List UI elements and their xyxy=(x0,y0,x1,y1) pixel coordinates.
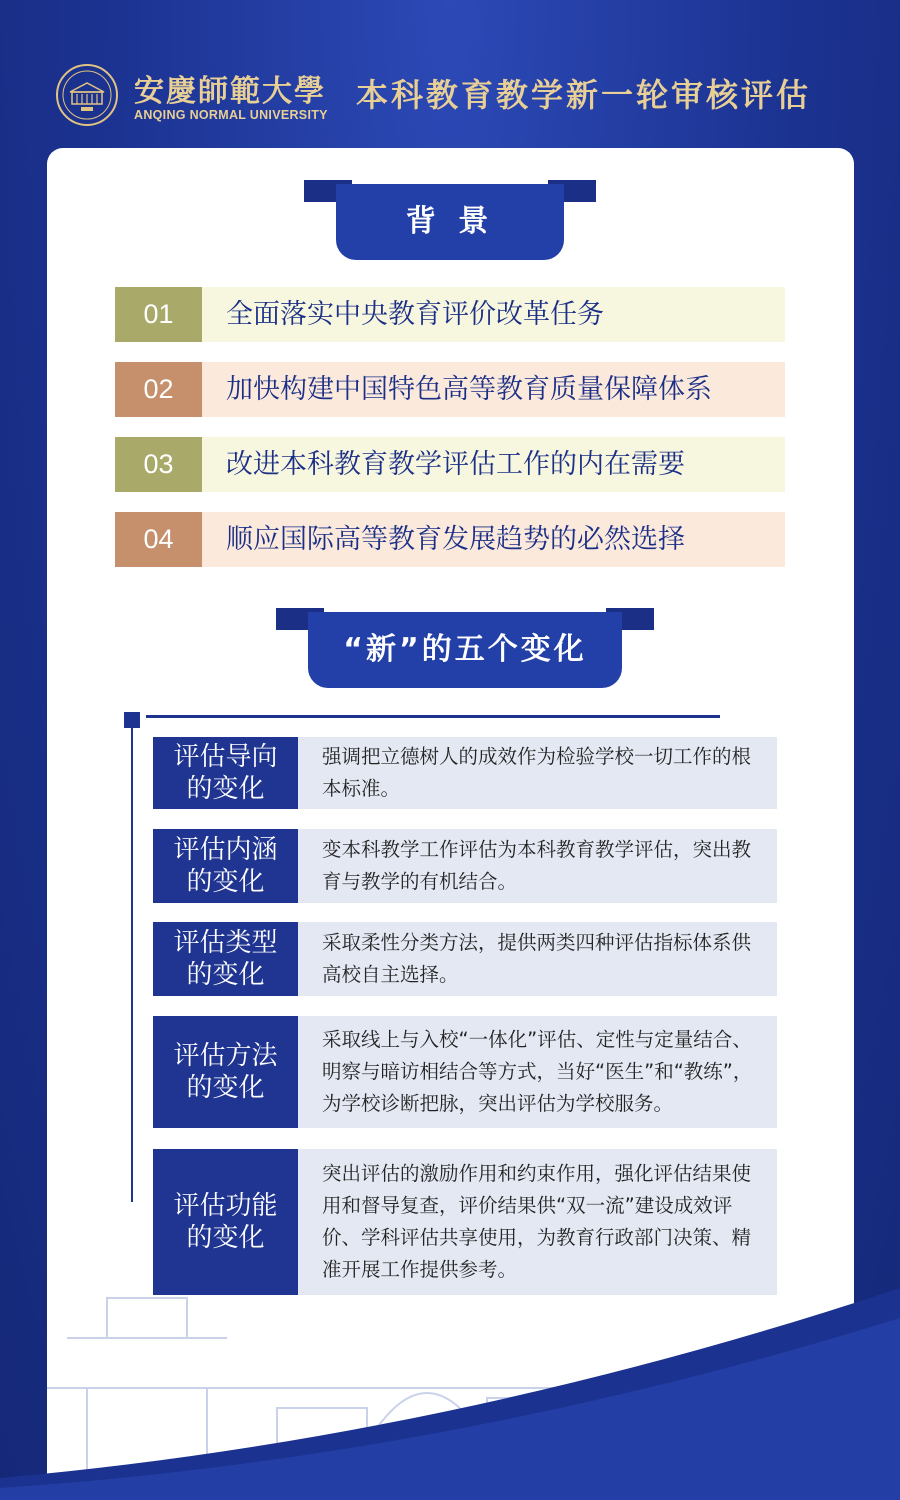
university-name-cn: 安慶師範大學 xyxy=(134,74,326,109)
change-label xyxy=(153,1016,298,1128)
item-number: 03 xyxy=(115,437,202,492)
university-seal-icon xyxy=(56,64,118,126)
change-description-text: 强调把立德树人的成效作为检验学校一切工作的根本标准。 xyxy=(322,745,752,800)
change-description xyxy=(298,829,777,903)
change-label xyxy=(153,737,298,809)
rail-vertical-line xyxy=(131,728,133,1202)
change-description-text: 采取线上与入校“一体化”评估、定性与定量结合、明察与暗访相结合等方式，当好“医生”和“教练”，为学校诊断把脉，突出评估为学校服务。 xyxy=(322,1028,753,1115)
change-description xyxy=(298,1149,777,1295)
change-item-5 xyxy=(153,1149,777,1295)
change-label-line2: 的变化 xyxy=(186,774,265,804)
change-label xyxy=(153,922,298,996)
university-name-en: ANQING NORMAL UNIVERSITY xyxy=(134,108,328,122)
change-description-text: 突出评估的激励作用和约束作用，强化评估结果使用和督导复查，评价结果供“双一流”建设成效评价、学科评估共享使用，为教育行政部门决策、精准开展工作提供参考。 xyxy=(322,1162,752,1281)
item-text: 改进本科教育教学评估工作的内在需要 xyxy=(202,437,785,492)
change-item-3 xyxy=(153,922,777,996)
header-title: 本科教育教学新一轮审核评估 xyxy=(356,76,812,114)
change-description-text: 采取柔性分类方法，提供两类四种评估指标体系供高校自主选择。 xyxy=(322,931,752,986)
change-label-line1: 评估方法 xyxy=(173,1041,278,1071)
section-title-background xyxy=(304,180,596,264)
item-text: 加快构建中国特色高等教育质量保障体系 xyxy=(202,362,785,417)
change-label xyxy=(153,829,298,903)
background-item-1 xyxy=(115,287,785,342)
item-text: 顺应国际高等教育发展趋势的必然选择 xyxy=(202,512,785,567)
change-label-line2: 的变化 xyxy=(186,960,265,990)
change-label-line2: 的变化 xyxy=(186,1073,265,1103)
change-label-line2: 的变化 xyxy=(186,867,265,897)
item-number: 02 xyxy=(115,362,202,417)
change-item-4 xyxy=(153,1016,777,1128)
change-item-2 xyxy=(153,829,777,903)
section-title-changes-text: “新”的五个变化 xyxy=(308,612,622,688)
change-label xyxy=(153,1149,298,1295)
change-description-text: 变本科教学工作评估为本科教育教学评估，突出教育与教学的有机结合。 xyxy=(322,838,752,893)
section-title-background-text: 背 景 xyxy=(336,184,564,260)
background-item-2 xyxy=(115,362,785,417)
background-item-4 xyxy=(115,512,785,567)
item-text: 全面落实中央教育评价改革任务 xyxy=(202,287,785,342)
change-label-line1: 评估类型 xyxy=(173,928,278,958)
item-number: 01 xyxy=(115,287,202,342)
change-label-line1: 评估内涵 xyxy=(173,835,278,865)
section-title-changes xyxy=(276,608,654,692)
change-description xyxy=(298,922,777,996)
item-number: 04 xyxy=(115,512,202,567)
change-label-line1: 评估导向 xyxy=(173,742,278,772)
change-label-line1: 评估功能 xyxy=(173,1191,278,1221)
change-label-line2: 的变化 xyxy=(186,1223,265,1253)
rail-marker xyxy=(124,712,140,728)
background-item-3 xyxy=(115,437,785,492)
page-header xyxy=(0,60,900,140)
change-item-1 xyxy=(153,737,777,809)
change-description xyxy=(298,737,777,809)
change-description xyxy=(298,1016,777,1128)
rail-horizontal-line xyxy=(146,715,720,718)
